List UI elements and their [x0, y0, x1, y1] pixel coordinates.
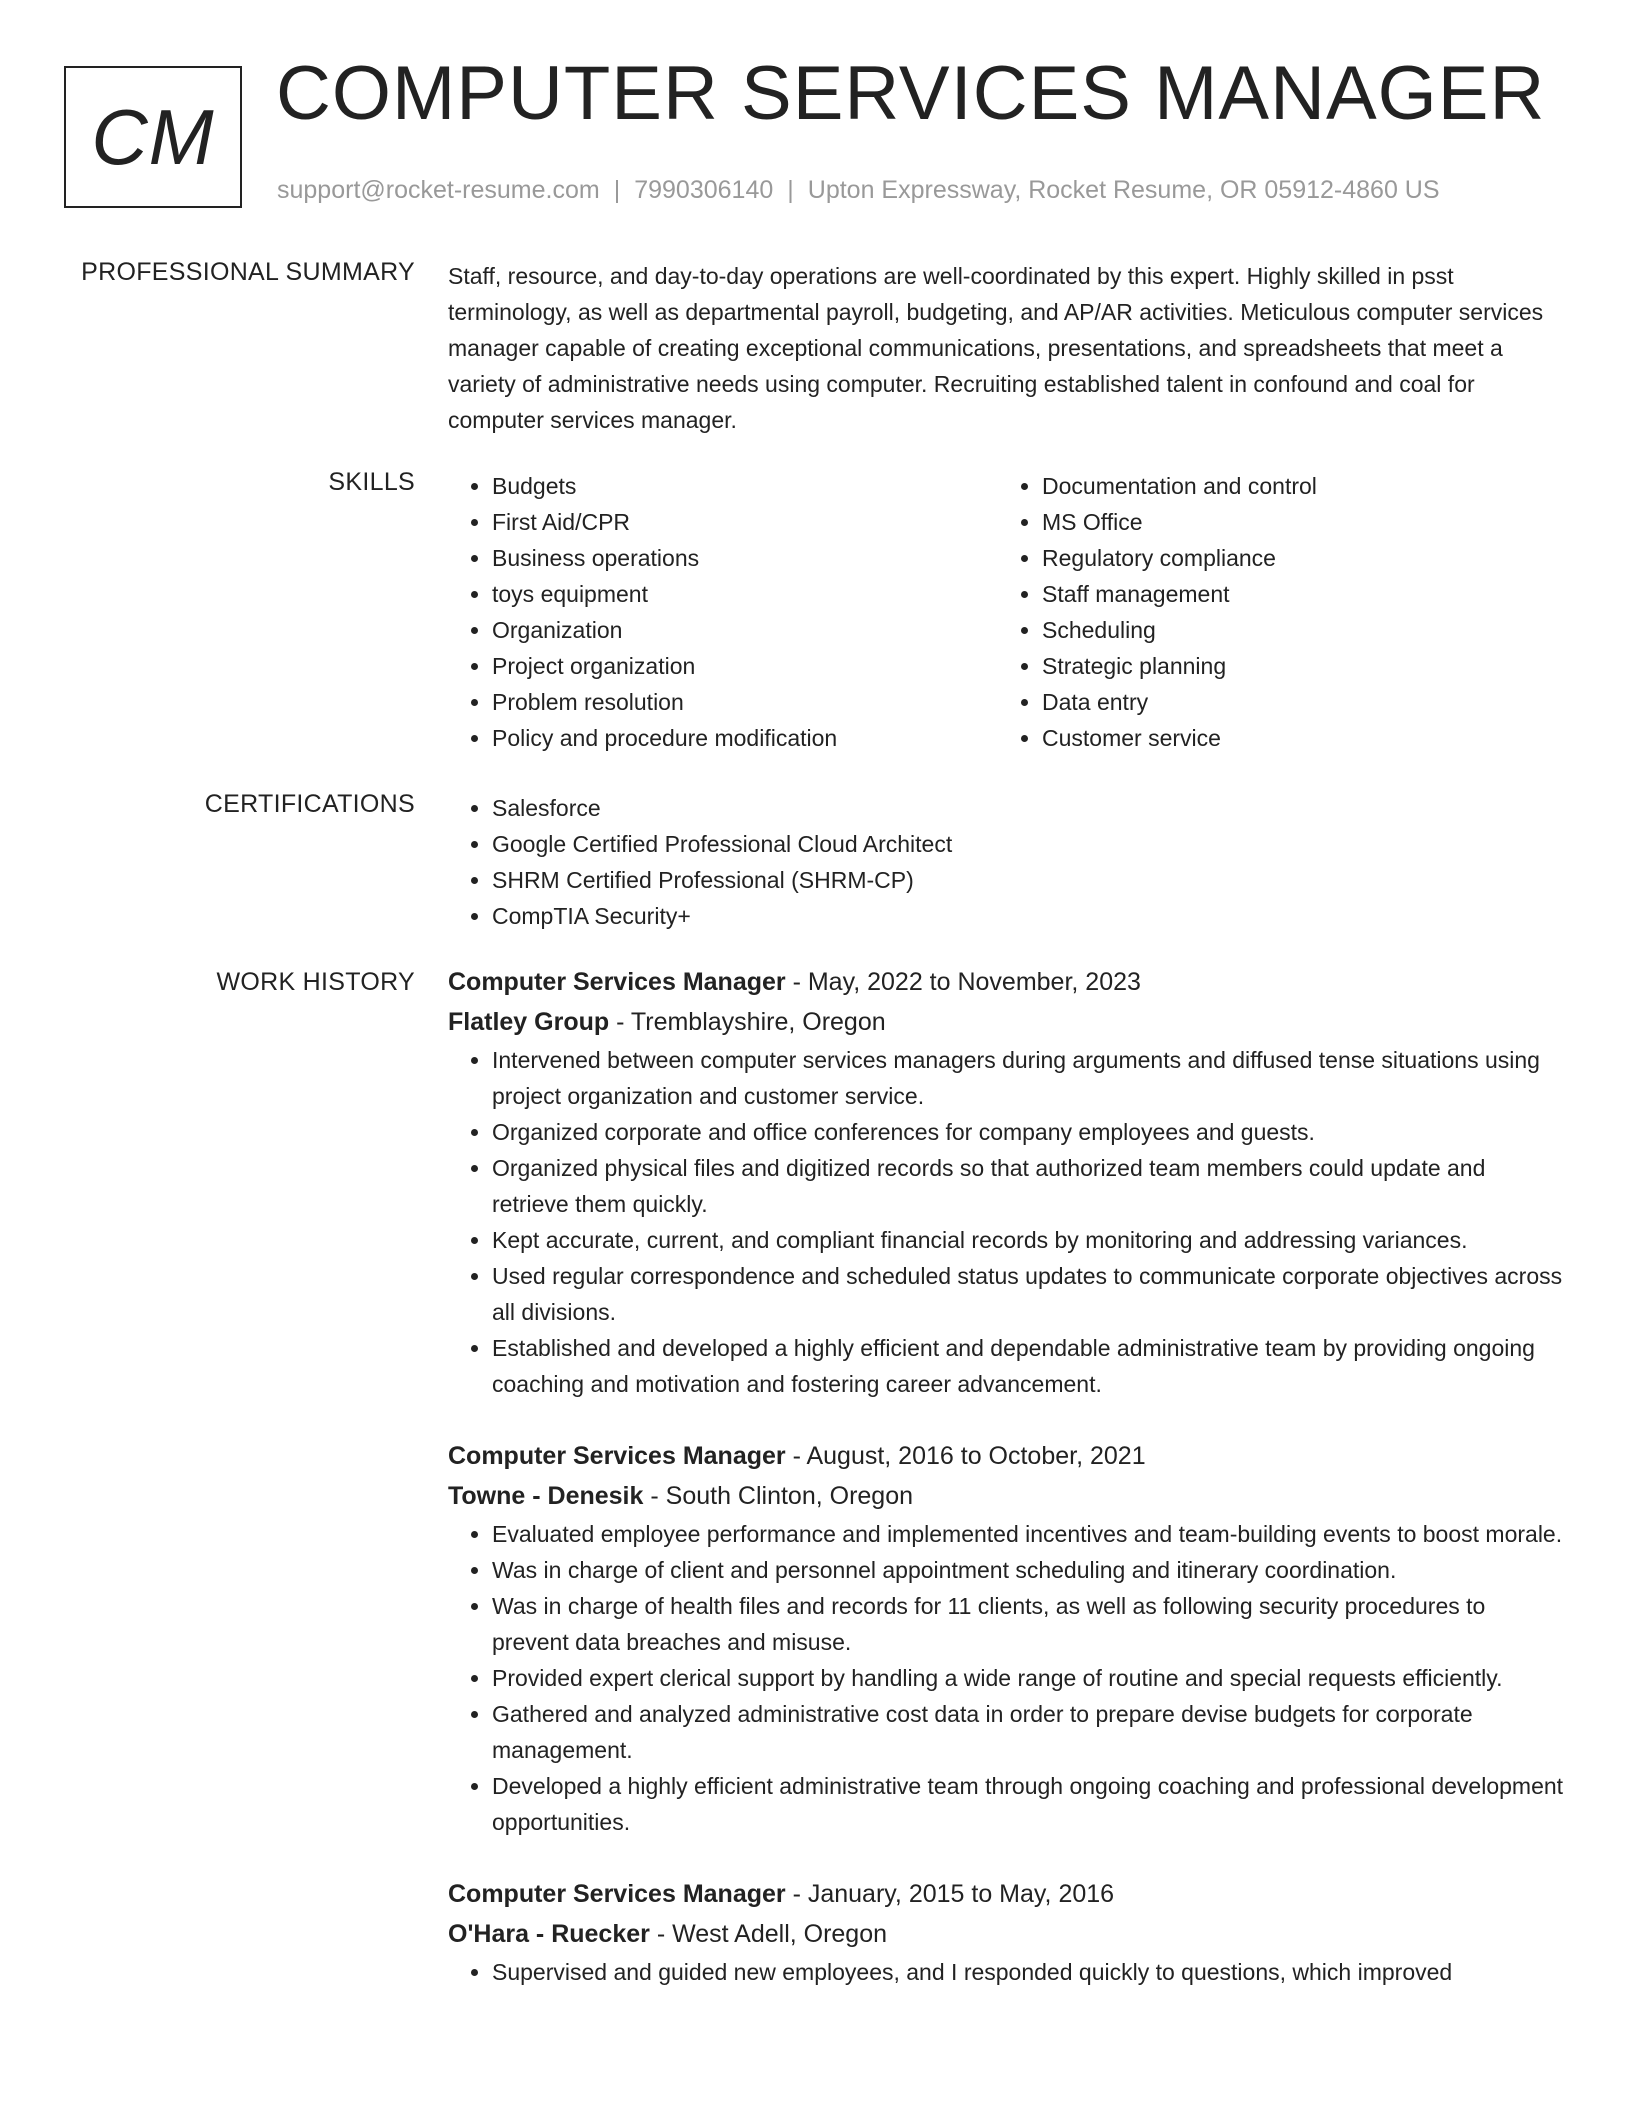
job-company-line [448, 1476, 1568, 1516]
job-location: - Tremblayshire, Oregon [609, 1008, 886, 1036]
job-location: - West Adell, Oregon [649, 1920, 888, 1948]
skill-item: • Organization [492, 612, 998, 648]
skill-item: • Problem resolution [492, 684, 998, 720]
job-bullet: • Organized corporate and office conferences for company employees and guests. [492, 1114, 1568, 1150]
skills-list-right [998, 468, 1548, 756]
job-bullet: • Intervened between computer services managers during arguments and diffused tense situations using project organization and customer service. [492, 1042, 1568, 1114]
contact-line [277, 176, 1440, 205]
contact-phone[interactable]: 7990306140 [634, 176, 774, 204]
skills-body [448, 468, 1568, 756]
certifications-heading: CERTIFICATIONS [204, 790, 415, 818]
job-entry [448, 1874, 1568, 1990]
job-title: Computer Services Manager [448, 1880, 786, 1908]
job-location: - South Clinton, Oregon [643, 1482, 914, 1510]
monogram-box [64, 66, 242, 208]
summary-text: Staff, resource, and day-to-day operations are well-coordinated by this expert. Highly skilled in psst terminology, as well as departmental payroll, budgeting, and AP/AR activities. Meticulous computer services manager capable of creating exceptional communications, presentations, and spreadsheets that meet a variety of administrative needs using computer. Recruiting established talent in confound and coal for computer services manager. [448, 263, 1544, 433]
contact-separator: | [613, 176, 621, 204]
job-bullet: • Supervised and guided new employees, and I responded quickly to questions, which improved [492, 1954, 1568, 1990]
certification-item: • SHRM Certified Professional (SHRM-CP) [492, 862, 1568, 898]
skill-item: • Staff management [1042, 576, 1548, 612]
skill-item: • Strategic planning [1042, 648, 1548, 684]
job-company: Towne - Denesik [448, 1482, 644, 1510]
skill-item: • First Aid/CPR [492, 504, 998, 540]
certification-item: • CompTIA Security+ [492, 898, 1568, 934]
summary-heading: PROFESSIONAL SUMMARY [81, 258, 415, 286]
skill-item: • Customer service [1042, 720, 1548, 756]
skill-item: • Data entry [1042, 684, 1548, 720]
job-company: O'Hara - Ruecker [448, 1920, 650, 1948]
job-dates: - August, 2016 to October, 2021 [785, 1442, 1146, 1470]
job-title-line [448, 962, 1568, 1002]
resume-title: COMPUTER SERVICES MANAGER [276, 51, 1546, 136]
job-bullet: • Kept accurate, current, and compliant financial records by monitoring and addressing variances. [492, 1222, 1568, 1258]
certification-item: • Salesforce [492, 790, 1568, 826]
skills-columns [448, 468, 1568, 756]
job-bullet: • Established and developed a highly efficient and dependable administrative team by providing ongoing coaching and motivation and fostering career advancement. [492, 1330, 1568, 1402]
job-bullet: • Provided expert clerical support by handling a wide range of routine and special requests efficiently. [492, 1660, 1568, 1696]
skill-item: • Project organization [492, 648, 998, 684]
job-entry [448, 1436, 1568, 1840]
work-history-body [448, 962, 1568, 2024]
skills-list-left [448, 468, 998, 756]
job-bullet-list [448, 1954, 1568, 1990]
job-bullet: • Was in charge of client and personnel appointment scheduling and itinerary coordination. [492, 1552, 1568, 1588]
contact-separator: | [787, 176, 794, 204]
skill-item: • Documentation and control [1042, 468, 1548, 504]
job-bullet: • Gathered and analyzed administrative cost data in order to prepare devise budgets for corporate management. [492, 1696, 1568, 1768]
skill-item: • Budgets [492, 468, 998, 504]
job-title-line [448, 1874, 1568, 1914]
job-title: Computer Services Manager [448, 1442, 786, 1470]
contact-address: Upton Expressway, Rocket Resume, OR 05912-4860 US [807, 176, 1440, 204]
certification-item: • Google Certified Professional Cloud Architect [492, 826, 1568, 862]
skill-item: • toys equipment [492, 576, 998, 612]
job-entry [448, 962, 1568, 1402]
contact-email[interactable]: support@rocket-resume.com [277, 176, 600, 204]
job-bullet: • Used regular correspondence and scheduled status updates to communicate corporate objectives across all divisions. [492, 1258, 1568, 1330]
job-bullet-list [448, 1516, 1568, 1840]
job-bullet: • Organized physical files and digitized records so that authorized team members could update and retrieve them quickly. [492, 1150, 1568, 1222]
job-company-line [448, 1002, 1568, 1042]
job-company: Flatley Group [448, 1008, 610, 1036]
job-bullet: • Developed a highly efficient administrative team through ongoing coaching and professional development opportunities. [492, 1768, 1568, 1840]
monogram-text: CM [91, 92, 215, 181]
skills-column-left [448, 468, 998, 756]
job-bullet-list [448, 1042, 1568, 1402]
skill-item: • Business operations [492, 540, 998, 576]
skill-item: • Regulatory compliance [1042, 540, 1548, 576]
job-company-line [448, 1914, 1568, 1954]
summary-body [448, 258, 1568, 438]
job-bullet: • Was in charge of health files and records for 11 clients, as well as following security procedures to prevent data breaches and misuse. [492, 1588, 1568, 1660]
skills-column-right [998, 468, 1548, 756]
skills-heading: SKILLS [328, 468, 415, 496]
job-bullet: • Evaluated employee performance and implemented incentives and team-building events to boost morale. [492, 1516, 1568, 1552]
work-history-heading: WORK HISTORY [216, 968, 415, 996]
job-title-line [448, 1436, 1568, 1476]
job-dates: - January, 2015 to May, 2016 [785, 1880, 1115, 1908]
job-title: Computer Services Manager [448, 968, 786, 996]
certifications-body [448, 790, 1568, 934]
skill-item: • Policy and procedure modification [492, 720, 998, 756]
skill-item: • Scheduling [1042, 612, 1548, 648]
job-dates: - May, 2022 to November, 2023 [785, 968, 1141, 996]
certifications-list [448, 790, 1568, 934]
skill-item: • MS Office [1042, 504, 1548, 540]
